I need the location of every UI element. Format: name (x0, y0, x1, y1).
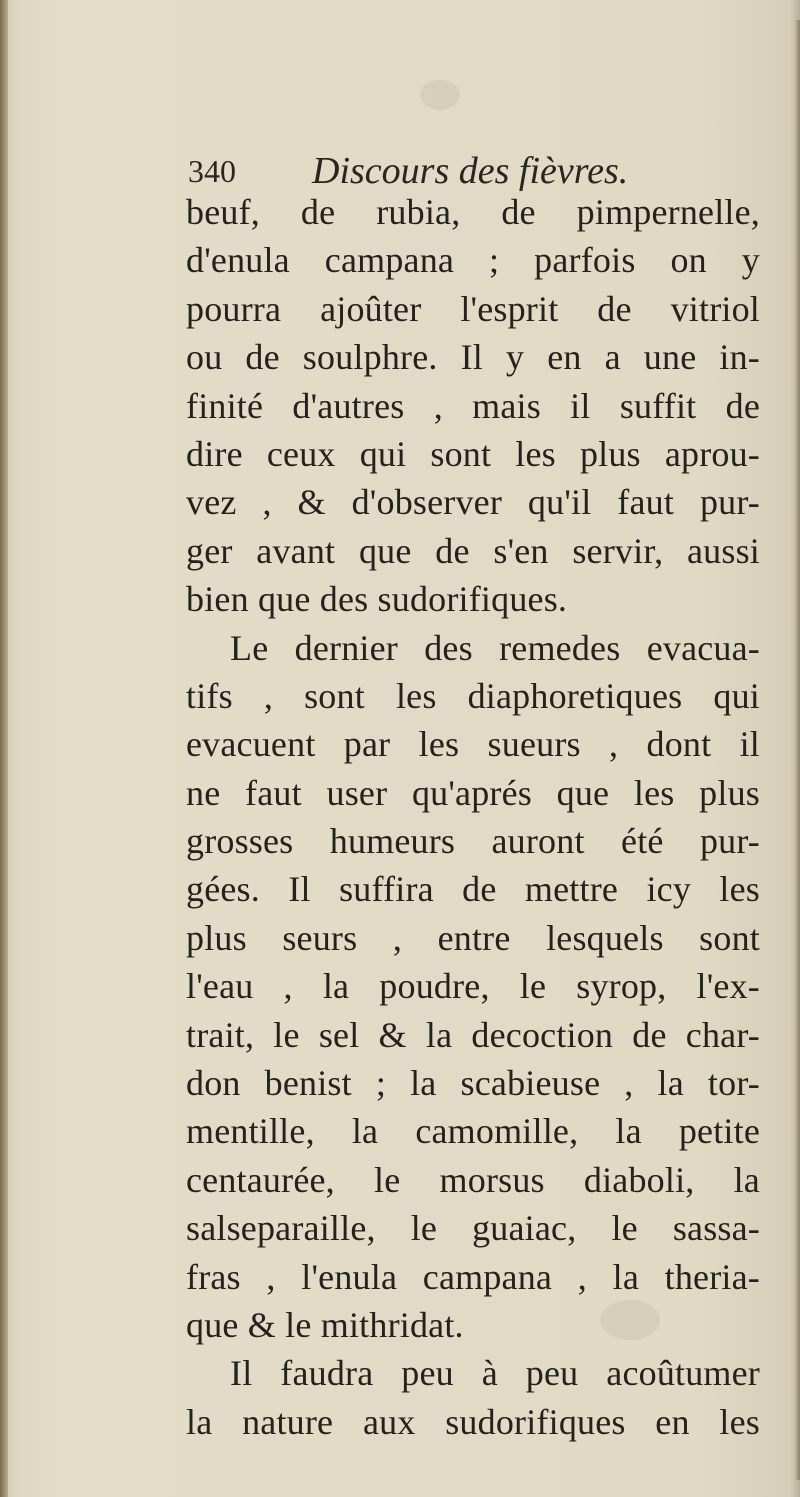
text-line: trait, le sel & la decoction de char- (186, 1014, 760, 1055)
text-line: don benist ; la scabieuse , la tor- (186, 1063, 760, 1104)
text-line: plus seurs , entre lesquels sont (186, 917, 760, 958)
text-line: d'enula campana ; parfois on y (186, 240, 760, 281)
text-line: pourra ajoûter l'esprit de vitriol (186, 288, 760, 329)
text-line: ger avant que de s'en servir, aussi (186, 530, 760, 571)
running-title: Discours des fièvres. (312, 150, 629, 192)
page-edge-shadow (0, 0, 8, 1497)
text-line: evacuent par les sueurs , dont il (186, 724, 760, 765)
text-line: dire ceux qui sont les plus aprou- (186, 433, 760, 474)
paragraph-start-line: Il faudra peu à peu acoûtumer (230, 1353, 760, 1394)
body-text (186, 188, 760, 1446)
text-line: la nature aux sudorifiques en les (186, 1401, 760, 1442)
text-line: ou de soulphre. Il y en a une in- (186, 337, 760, 378)
text-line: beuf, de rubia, de pimpernelle, (186, 192, 760, 232)
text-line: tifs , sont les diaphoretiques qui (186, 675, 760, 716)
text-line: que & le mithridat. (186, 1304, 464, 1345)
page-edge-right (794, 20, 800, 1480)
page-number: 340 (188, 153, 236, 189)
page-header (188, 150, 728, 192)
text-line: grosses humeurs auront été pur- (186, 821, 760, 862)
text-line: centaurée, le morsus diaboli, la (186, 1159, 760, 1200)
text-line: salseparaille, le guaiac, le sassa- (186, 1208, 760, 1249)
paragraph-start-line: Le dernier des remedes evacua- (230, 627, 760, 668)
text-line: bien que des sudorifiques. (186, 579, 568, 620)
text-line: finité d'autres , mais il suffit de (186, 385, 760, 426)
text-line: mentille, la camomille, la petite (186, 1111, 760, 1152)
text-line: gées. Il suffira de mettre icy les (186, 869, 760, 910)
text-line: vez , & d'observer qu'il faut pur- (186, 482, 760, 523)
text-line: fras , l'enula campana , la theria- (186, 1256, 760, 1297)
text-line: l'eau , la poudre, le syrop, l'ex- (186, 966, 760, 1007)
paper-stain (420, 80, 460, 110)
text-line: ne faut user qu'aprés que les plus (186, 772, 760, 813)
